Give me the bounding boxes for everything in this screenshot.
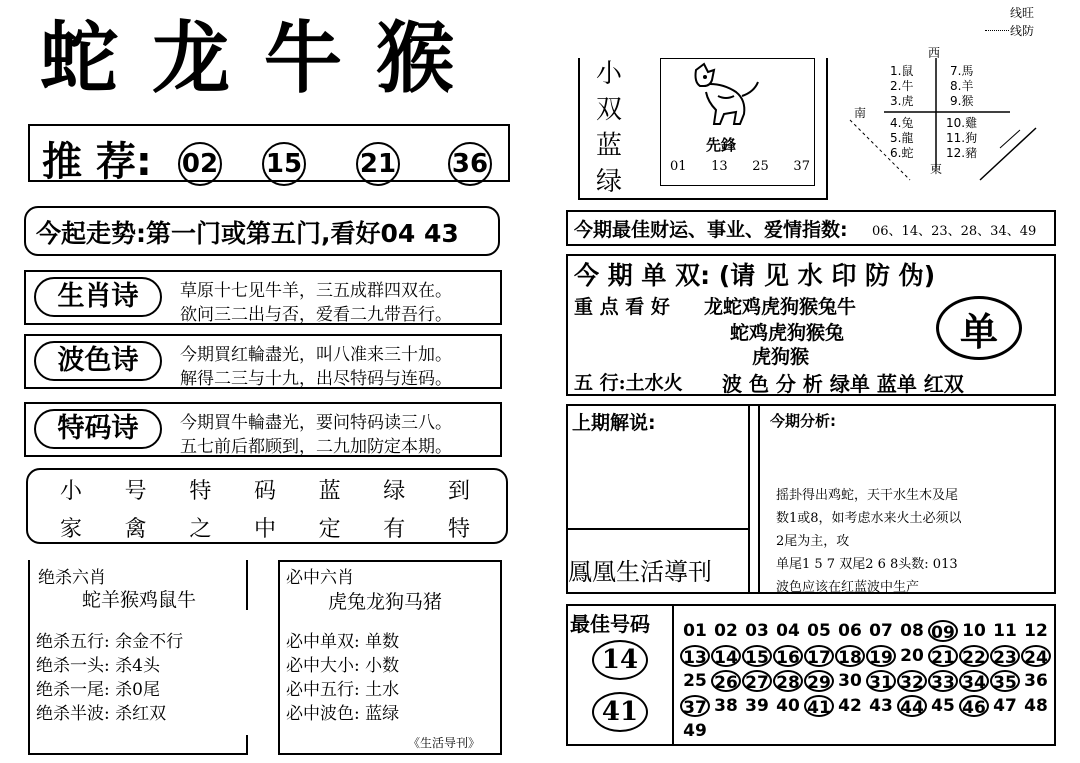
kill-left-border	[28, 560, 30, 755]
phrase-char: 中	[253, 517, 276, 542]
zodiac-south: 南	[854, 106, 867, 120]
grid-number: 06	[838, 621, 862, 641]
grid-number: 04	[776, 621, 800, 641]
grid-number: 05	[807, 621, 831, 641]
grid-number: 30	[838, 671, 862, 691]
kill-line-3: 绝杀一尾: 杀0尾	[36, 680, 160, 700]
grid-number: 18	[835, 645, 865, 667]
must-left-border	[278, 560, 280, 755]
bose-poem-label: 波色诗	[34, 341, 162, 381]
grid-number: 24	[1021, 645, 1051, 667]
phrase-char: 禽	[124, 517, 147, 542]
grid-number: 11	[993, 621, 1017, 641]
recommend-number-1: 02	[178, 142, 222, 186]
must-line-2: 必中大小: 小数	[286, 656, 400, 676]
must-right-border	[500, 560, 502, 755]
tema-poem-label: 特码诗	[34, 409, 162, 449]
vanguard-number: 13	[711, 159, 728, 174]
grid-number: 25	[683, 671, 707, 691]
grid-number: 26	[711, 670, 741, 692]
must-value: 虎兔龙狗马猪	[328, 591, 443, 613]
top-right-dots	[985, 30, 1009, 31]
grid-number: 45	[931, 696, 955, 716]
grid-number: 36	[1024, 671, 1048, 691]
zodiac-item: 9.猴	[950, 94, 974, 108]
last-period-label: 上期解说:	[572, 412, 656, 434]
vanguard-side-text	[594, 56, 624, 200]
best-label: 最佳号码	[570, 612, 650, 636]
zodiac-item: 5.龍	[890, 131, 914, 145]
single-double-line-3: 虎狗猴	[752, 346, 810, 368]
grid-number: 39	[745, 696, 769, 716]
zodiac-west: 西	[928, 46, 941, 60]
shengxiao-poem-line-2: 欲问三二出与否，爱看二九带吾行。	[180, 305, 452, 325]
grid-number: 23	[990, 645, 1020, 667]
grid-number: 37	[680, 695, 710, 717]
kill-right-border-bottom	[246, 735, 248, 755]
must-title: 必中六肖	[286, 568, 354, 588]
kill-line-2: 绝杀一头: 杀4头	[36, 656, 160, 676]
grid-number: 33	[928, 670, 958, 692]
must-line-1: 必中单双: 单数	[286, 632, 400, 652]
zodiac-item: 6.蛇	[890, 146, 914, 160]
vanguard-numbers	[670, 159, 810, 174]
brand-logo: 鳳凰生活導刊	[568, 558, 712, 586]
this-period-label: 今期分析:	[770, 412, 836, 430]
vanguard-side-char: 小	[595, 59, 622, 89]
analysis-text-4: 单尾1 5 7 双尾2 6 8头数: 013	[776, 557, 958, 572]
grid-number: 32	[897, 670, 927, 692]
grid-number: 27	[742, 670, 772, 692]
bose-poem-line-1: 今期買红輪盡光，叫八准来三十加。	[180, 345, 452, 365]
zodiac-item: 2.牛	[890, 79, 914, 93]
five-elements: 五 行:土水火	[574, 372, 683, 394]
grid-number: 09	[928, 620, 958, 642]
grid-number: 20	[900, 646, 924, 666]
must-bottom-border	[278, 753, 502, 755]
kill-line-1: 绝杀五行: 余金不行	[36, 632, 184, 652]
phrase-char: 小	[60, 479, 83, 504]
recommend-number-4: 36	[448, 142, 492, 186]
analysis-text-1: 摇卦得出鸡蛇，天干水生木及尾	[776, 488, 959, 503]
single-badge: 单	[936, 296, 1022, 360]
single-double-title: 今 期 单 双: (请 见 水 印 防 伪)	[574, 261, 936, 290]
analysis-text-2: 数1或8，如考虑水来火土必须以	[776, 511, 962, 526]
phrase-char: 号	[124, 479, 147, 504]
grid-number: 38	[714, 696, 738, 716]
kill-line-4: 绝杀半波: 杀红双	[36, 704, 167, 724]
grid-number: 12	[1024, 621, 1048, 641]
grid-number: 29	[804, 670, 834, 692]
grid-number: 08	[900, 621, 924, 641]
recommend-label: 推 荐:	[42, 139, 152, 185]
grid-number: 40	[776, 696, 800, 716]
phrase-row-1	[60, 474, 470, 505]
phrase-char: 有	[383, 517, 406, 542]
vanguard-left-border	[578, 58, 580, 200]
best-number-grid	[680, 620, 1052, 742]
kill-title: 绝杀六肖	[38, 568, 106, 588]
dog-icon	[684, 62, 764, 128]
grid-number: 16	[773, 645, 803, 667]
best-pick-1: 14	[592, 640, 648, 680]
vanguard-side-char: 双	[595, 95, 622, 125]
phrase-char: 特	[447, 517, 470, 542]
grid-number: 44	[897, 695, 927, 717]
grid-number: 31	[866, 670, 896, 692]
trend-text: 今起走势:第一门或第五门,看好04 43	[36, 219, 459, 248]
zodiac-east: 東	[930, 162, 943, 176]
phrase-char: 码	[253, 479, 276, 504]
zodiac-item: 1.鼠	[890, 64, 914, 78]
recommend-number-3: 21	[356, 142, 400, 186]
single-double-line-1: 龙蛇鸡虎狗猴兔牛	[704, 296, 857, 318]
vanguard-number: 37	[793, 159, 810, 174]
zodiac-item: 7.馬	[950, 64, 974, 78]
analysis-divider-1	[748, 404, 750, 594]
phrase-char: 特	[189, 479, 212, 504]
zodiac-item: 12.豬	[946, 146, 978, 160]
single-double-line-2: 蛇鸡虎狗猴兔	[730, 322, 845, 344]
vanguard-side-char: 蓝	[595, 131, 622, 161]
shengxiao-poem-line-1: 草原十七见牛羊，三五成群四双在。	[180, 281, 452, 301]
grid-number: 22	[959, 645, 989, 667]
shengxiao-poem-label: 生肖诗	[34, 277, 162, 317]
vanguard-number: 01	[670, 159, 687, 174]
grid-number: 49	[683, 721, 707, 741]
kill-value: 蛇羊猴鸡鼠牛	[82, 589, 197, 611]
analysis-hline	[566, 528, 750, 530]
grid-number: 43	[869, 696, 893, 716]
recommend-number-2: 15	[262, 142, 306, 186]
grid-number: 13	[680, 645, 710, 667]
tema-poem-line-1: 今期買牛輪盡光，要问特码读三八。	[180, 413, 452, 433]
bose-poem-line-2: 解得二三与十九，出尽特码与连码。	[180, 369, 452, 389]
phrase-char: 定	[318, 517, 341, 542]
grid-number: 02	[714, 621, 738, 641]
vanguard-label: 先鋒	[706, 136, 737, 154]
grid-number: 41	[804, 695, 834, 717]
best-pick-2: 41	[592, 692, 648, 732]
top-right-label-2: 线防	[1010, 24, 1035, 38]
phrase-row-2	[60, 512, 470, 543]
vanguard-right-border	[826, 58, 828, 200]
index-label: 今期最佳财运、事业、爱情指数:	[574, 219, 848, 241]
grid-number: 47	[993, 696, 1017, 716]
grid-number: 14	[711, 645, 741, 667]
analysis-text-3: 2尾为主，攻	[776, 534, 850, 549]
index-numbers: 06、14、23、28、34、49	[872, 224, 1037, 239]
phrase-char: 之	[189, 517, 212, 542]
phrase-char: 家	[60, 517, 83, 542]
grid-number: 42	[838, 696, 862, 716]
zodiac-item: 8.羊	[950, 79, 974, 93]
phrase-char: 到	[447, 479, 470, 504]
grid-number: 01	[683, 621, 707, 641]
grid-number: 10	[962, 621, 986, 641]
page-title: 蛇龙牛猴	[40, 14, 489, 104]
must-top-border	[278, 560, 502, 562]
zodiac-item: 11.狗	[946, 131, 978, 145]
must-footer: 《生活导刊》	[408, 736, 481, 750]
vanguard-side-char: 绿	[595, 167, 622, 197]
best-divider	[672, 604, 674, 746]
zodiac-item: 4.兔	[890, 116, 914, 130]
phrase-char: 绿	[383, 479, 406, 504]
grid-number: 46	[959, 695, 989, 717]
phrase-char: 蓝	[318, 479, 341, 504]
grid-number: 07	[869, 621, 893, 641]
grid-number: 17	[804, 645, 834, 667]
analysis-divider-2	[758, 404, 760, 594]
kill-bottom-border	[28, 753, 248, 755]
grid-number: 35	[990, 670, 1020, 692]
zodiac-item: 3.虎	[890, 94, 914, 108]
grid-number: 03	[745, 621, 769, 641]
grid-number: 48	[1024, 696, 1048, 716]
analysis-text-5: 波色应该在红蓝波中生产	[776, 580, 920, 595]
grid-number: 34	[959, 670, 989, 692]
must-line-3: 必中五行: 土水	[286, 680, 400, 700]
vanguard-number: 25	[752, 159, 769, 174]
tema-poem-line-2: 五七前后都顾到，二九加防定本期。	[180, 437, 452, 457]
top-right-label-1: 线旺	[1010, 6, 1035, 20]
must-line-4: 必中波色: 蓝绿	[286, 704, 400, 724]
grid-number: 28	[773, 670, 803, 692]
grid-number: 19	[866, 645, 896, 667]
zodiac-item: 10.雞	[946, 116, 978, 130]
single-double-focus-label: 重 点 看 好	[574, 296, 670, 318]
grid-number: 15	[742, 645, 772, 667]
kill-right-border-top	[246, 560, 248, 610]
wave-analysis: 波 色 分 析 绿单 蓝单 红双	[722, 372, 964, 396]
grid-number: 21	[928, 645, 958, 667]
